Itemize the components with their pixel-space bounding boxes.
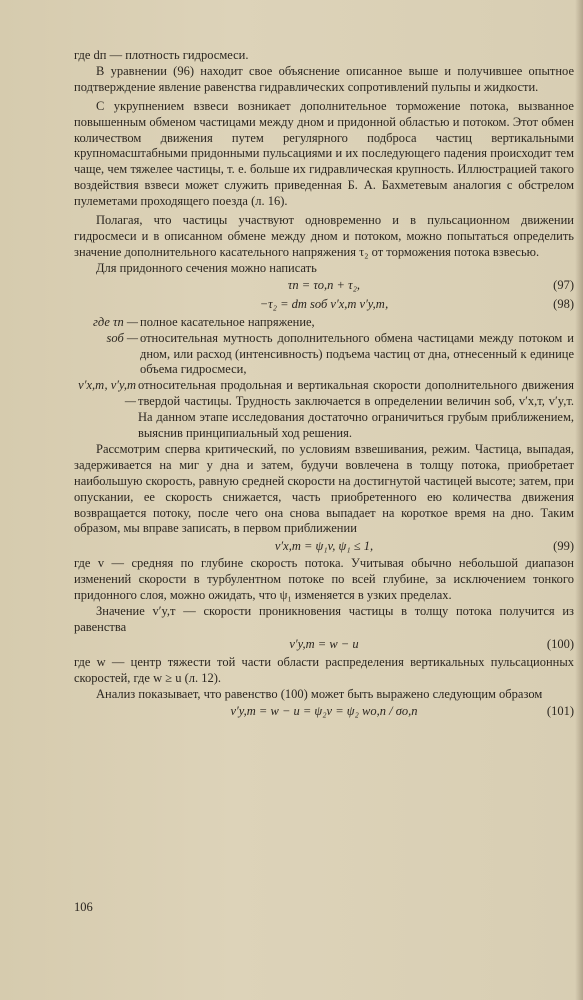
equation-99 <box>74 537 574 556</box>
equation-97 <box>74 277 574 296</box>
equation-text: −τ₂ = dт sоб v′x,т v′y,т, <box>259 297 389 312</box>
definition-symbol: sоб — <box>106 330 138 345</box>
page-body <box>74 48 574 722</box>
paragraph: Значение v′y,т — скорости проникновения частицы в толщу потока получится из равенства <box>74 604 574 634</box>
equation-number: (100) <box>546 637 574 652</box>
equation-number: (97) <box>553 278 574 293</box>
paragraph: где v — средняя по глубине скорость потока. Учитывая обычно небольшой диапазон изменений скорости в турбулентном потоке по всей глубине, за исключением тонкого придонного слоя, можно ожидать, что ψ₁ изменяется в узких пределах. <box>74 556 574 603</box>
equation-text: v′y,т = w − u = ψ₂v = ψ₂ wо,п / σо,п <box>230 704 418 719</box>
equation-number: (99) <box>553 538 574 553</box>
paragraph: С укрупнением взвеси возникает дополнительное торможение потока, вызванное повышенным обменом частицами между дном и придонной областью и потоком. Этот обмен количеством движения путем регулярного подброса частиц вертикальными крупномасштабными придонными пульсациями и их последующего падения происходит тем чаще, чем тяжелее частицы, т. е. больше их гидравлическая крупность. Иллюстрацией такого воздействия взвеси может служить приведенная Б. А. Бахметевым аналогия с обстрелом пулеметами проходящего поезда (л. 16). <box>74 98 574 209</box>
paragraph: Анализ показывает, что равенство (100) может быть выражено следующим образом <box>96 686 543 701</box>
definition-row <box>74 378 574 442</box>
paragraph: В уравнении (96) находит свое объяснение описанное выше и получившее опытное подтверждение явление равенства гидравлических сопротивлений пульпы и жидкости. <box>74 63 574 94</box>
paragraph: где dп — плотность гидросмеси. <box>74 48 249 62</box>
definition-text: относительная мутность дополнительного обмена частицами между потоком и дном, или расход (интенсивность) подъема частиц от дна, отнесенный к единице объема гидросмеси, <box>140 330 574 377</box>
definition-row <box>74 315 574 331</box>
page-number: 106 <box>74 900 93 914</box>
equation-text: v′y,т = w − u <box>289 637 359 652</box>
equation-100 <box>74 636 574 655</box>
equation-number: (101) <box>546 704 574 719</box>
definitions-list <box>74 315 574 442</box>
definition-text: относительная продольная и вертикальная скорости дополнительного движения твердой частицы. Трудность заключается в определении величин sоб, v′x,т, v′y,т. На данном этапе исследования достаточно ограничиться грубым приближением, выяснив принципиальный ход решения. <box>138 378 574 441</box>
equation-text: τп = τо,п + τ₂, <box>287 278 361 293</box>
definition-text: полное касательное напряжение, <box>140 314 315 329</box>
equation-98 <box>74 296 574 315</box>
equation-101 <box>74 703 574 722</box>
definition-symbol: где τп — <box>93 314 138 329</box>
definition-row <box>74 331 574 379</box>
page-spine-shadow <box>575 0 583 1000</box>
paragraph: Для придонного сечения можно написать <box>96 260 317 275</box>
paragraph: где w — центр тяжести той части области распределения вертикальных пульсационных скоростей, где w ≥ u (л. 12). <box>74 654 574 685</box>
equation-number: (98) <box>553 297 574 312</box>
definition-symbol: v′x,т, v′y,т — <box>78 378 136 409</box>
equation-text: v′x,т = ψ₁v, ψ₁ ≤ 1, <box>274 538 374 553</box>
paragraph: Полагая, что частицы участвуют одновременно и в пульсационном движении гидросмеси и в описанном обмене между дном и потоком, можно попытаться определить значение дополнительного касательного напряжения τ₂ от торможения потока взвесью. <box>74 213 574 259</box>
paragraph: Рассмотрим сперва критический, по условиям взвешивания, режим. Частица, выпадая, задерживается на миг у дна и затем, будучи вовлечена в толщу потока, приобретает наибольшую скорость, равную средней скорости на достигнутой частицей высоте; затем, при опускании, ее скорость снижается, часть приобретенного ею количества движения возвращается потоку, после чего она снова выпадает на короткое время на дно. Таким образом, мы вправе записать, в первом приближении <box>74 441 574 536</box>
